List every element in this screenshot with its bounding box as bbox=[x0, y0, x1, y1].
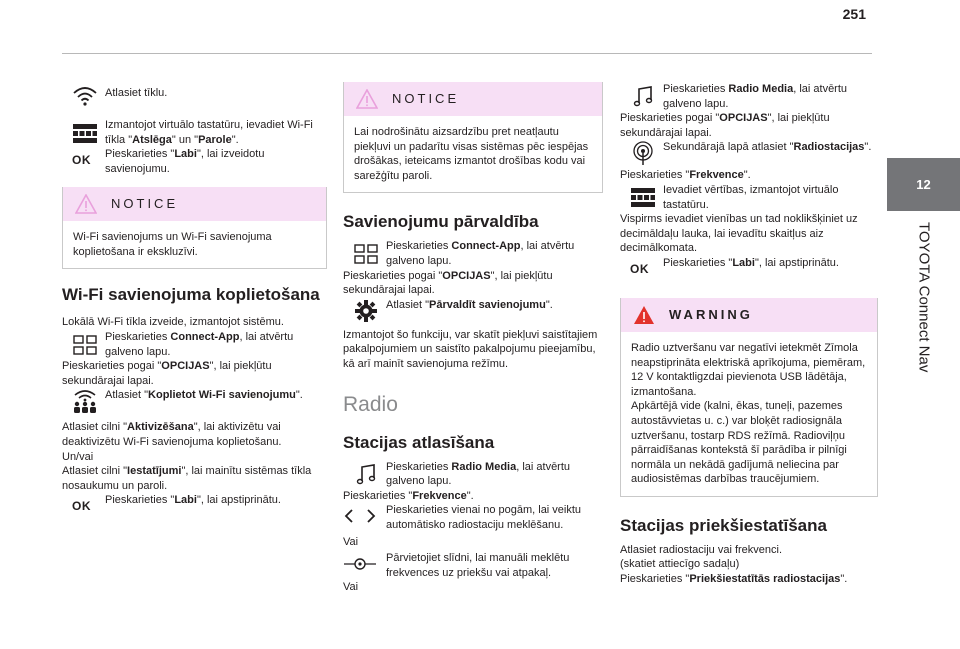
step-radio-media: Pieskarieties Radio Media, lai atvērtu galveno lapu. bbox=[620, 82, 878, 111]
slider-icon bbox=[343, 551, 377, 577]
step-keyboard: Ievadiet vērtības, izmantojot virtuālo tastatūru. bbox=[620, 183, 878, 212]
column-2: NOTICE Lai nodrošinātu aizsardzību pret neatļautu piekļuvi un padarītu visas sistēmas pēc iespējas drošākas, ieteicams izmantot drošības kodu vai sarežģītu paroli. Savienojumu pārvaldība Pieskarieties Connect-App, lai atvērtu galveno lapu. Pieskarieties pogai "OPCIJAS", lai piekļūtu sekundārajai lapai. Atlasiet "Pārvaldīt savienojumu". Izmantojot šo funkciju, var skatīt piekļuvi saistītajiem pakalpojumiem un saistīto pakalpojumu pieejamību, kā arī mainīt savienojuma režīmu. Radio Stacijas atlasīšana Pieskarieties Radio Media, lai atvērtu galveno lapu. Pieskarieties "Frekvence". Pieskarieties vienai no pogām, lai veiktu automātisko radiostaciju meklēšanu. Vai Pārvietojiet slīdni, lai manuāli meklētu frekvences uz priekšu vai atpakaļ. Vai bbox=[343, 82, 603, 595]
ok-icon: OK bbox=[72, 153, 91, 168]
step-connect-app: Pieskarieties Connect-App, lai atvērtu galveno lapu. bbox=[343, 239, 603, 268]
page-number: 251 bbox=[842, 6, 866, 22]
header-divider bbox=[62, 53, 872, 54]
step-ok-confirm: OK Pieskarieties "Labi", lai apstiprinātu. bbox=[630, 256, 839, 276]
chevron-left-right-icon bbox=[343, 503, 377, 529]
step-keyboard: Izmantojot virtuālo tastatūru, ievadiet Wi-Fi tīkla "Atslēga" un "Parole". bbox=[62, 118, 327, 147]
section-heading: Stacijas atlasīšana bbox=[343, 432, 495, 452]
music-note-icon bbox=[353, 462, 379, 488]
step-manage-connection: Atlasiet "Pārvaldīt savienojumu". bbox=[343, 298, 603, 324]
radio-station-icon bbox=[630, 140, 656, 166]
warning-header: WARNING bbox=[621, 298, 877, 332]
section-heading: Stacijas priekšiestatīšana bbox=[620, 515, 827, 535]
step-ok-connect: OK Pieskarieties "Labi", lai izveidotu savienojumu. bbox=[72, 148, 265, 175]
warning-triangle-icon bbox=[356, 89, 378, 109]
step-share-wifi: Atlasiet "Koplietot Wi-Fi savienojumu". bbox=[62, 388, 327, 418]
chapter-tab[interactable]: 12 bbox=[887, 158, 960, 211]
step-auto-search: Pieskarieties vienai no pogām, lai veiktu automātisko radiostaciju meklēšanu. bbox=[343, 503, 603, 532]
notice-box: NOTICE Lai nodrošinātu aizsardzību pret neatļautu piekļuvi un padarītu visas sistēmas pēc iespējas drošākas, ieteicams izmantot drošības kodu vai sarežģītu paroli. bbox=[343, 82, 603, 193]
step-ok-confirm: OK Pieskarieties "Labi", lai apstiprinātu. bbox=[72, 494, 281, 514]
step-slider: Pārvietojiet slīdni, lai manuāli meklētu frekvences uz priekšu vai atpakaļ. bbox=[343, 551, 603, 580]
connect-app-icon bbox=[72, 333, 98, 359]
step-radio-media: Pieskarieties Radio Media, lai atvērtu galveno lapu. bbox=[343, 460, 603, 489]
music-note-icon bbox=[630, 84, 656, 110]
ok-icon: OK bbox=[630, 261, 649, 276]
wifi-share-icon bbox=[72, 388, 98, 414]
gear-icon bbox=[353, 298, 379, 324]
keyboard-icon bbox=[72, 122, 98, 148]
notice-header: NOTICE bbox=[63, 187, 326, 221]
column-3: Pieskarieties Radio Media, lai atvērtu galveno lapu. Pieskarieties pogai "OPCIJAS", lai piekļūtu sekundārajai lapai. Sekundārajā lapā atlasiet "Radiostacijas". Pieskarieties "Frekvence". Ievadiet vērtības, izmantojot virtuālo tastatūru. Vispirms ievadiet vienības un tad noklikšķiniet uz decimāldaļu lauka, lai ievadītu skaitļus aiz decimālkomata. OK Pieskarieties "Labi", lai apstiprinātu. WARNING Radio uztveršanu var negatīvi ietekmēt Zīmola neapstiprināta elektriskā aprīkojuma, piemēram, 12 V kontaktligzdai pievienota USB lādētāja, izmantošana. Apkārtējā vide (kalni, ēkas, tuneļi, pazemes autostāvvietas u. c.) var bloķēt radiosignāla uztveršanu, tostarp RDS režīmā. Radioviļņu pārraidīšanas kontekstā šī parādība ir pilnīgi normāla un nekādā gadījumā neliecina par audiosistēmas darbības traucējumiem. Stacijas priekšiestatīšana Atlasiet radiostaciju vai frekvenci. (skatiet attiecīgo sadaļu) Pieskarieties "Priekšiestatītās radiostacijas". bbox=[620, 82, 878, 587]
ok-icon: OK bbox=[72, 499, 91, 514]
keyboard-icon bbox=[630, 186, 656, 212]
notice-header: NOTICE bbox=[344, 82, 602, 116]
step-select-network: Atlasiet tīklu. bbox=[62, 82, 327, 109]
warning-triangle-icon bbox=[633, 305, 655, 325]
step-connect-app: Pieskarieties Connect-App, lai atvērtu galveno lapu. bbox=[62, 330, 327, 359]
section-heading: Wi-Fi savienojuma koplietošana bbox=[62, 285, 320, 305]
notice-box: NOTICE Wi-Fi savienojums un Wi-Fi savienojuma koplietošana ir ekskluzīvi. bbox=[62, 187, 327, 269]
connect-app-icon bbox=[353, 242, 379, 268]
chapter-heading: Radio bbox=[343, 392, 398, 416]
warning-box: WARNING Radio uztveršanu var negatīvi ietekmēt Zīmola neapstiprināta elektriskā aprīkojuma, piemēram, 12 V kontaktligzdai pievienota USB lādētāja, izmantošana. Apkārtējā vide (kalni, ēkas, tuneļi, pazemes autostāvvietas u. c.) var bloķēt radiosignāla uztveršanu, tostarp RDS režīmā. Radioviļņu pārraidīšanas kontekstā šī parādība ir pilnīgi normāla un nekādā gadījumā neliecina par audiosistēmas darbības traucējumiem. bbox=[620, 298, 878, 497]
column-1: Atlasiet tīklu. Izmantojot virtuālo tastatūru, ievadiet Wi-Fi tīkla "Atslēga" un "Parole". OK Pieskarieties "Labi", lai izveidotu savienojumu. NOTICE Wi-Fi savienojums un Wi-Fi savienojuma koplietošana ir ekskluzīvi. Wi-Fi savienojuma koplietošana Lokālā Wi-Fi tīkla izveide, izmantojot sistēmu. Pieskarieties Connect-App, lai atvērtu galveno lapu. Pieskarieties pogai "OPCIJAS", lai piekļūtu sekundārajai lapai. Atlasiet "Koplietot Wi-Fi savienojumu". Atlasiet cilni "Aktivizēšana", lai aktivizētu vai deaktivizētu Wi-Fi savienojuma koplietošanu. Un/vai Atlasiet cilni "Iestatījumi", lai mainītu sistēmas tīkla nosaukumu un paroli. OK Pieskarieties "Labi", lai apstiprinātu. bbox=[62, 82, 327, 523]
warning-triangle-icon bbox=[75, 194, 97, 214]
wifi-icon bbox=[72, 82, 98, 108]
section-heading: Savienojumu pārvaldība bbox=[343, 212, 539, 232]
chapter-title: TOYOTA Connect Nav bbox=[915, 222, 933, 373]
step-radio-stations: Sekundārajā lapā atlasiet "Radiostacijas". bbox=[620, 140, 878, 168]
